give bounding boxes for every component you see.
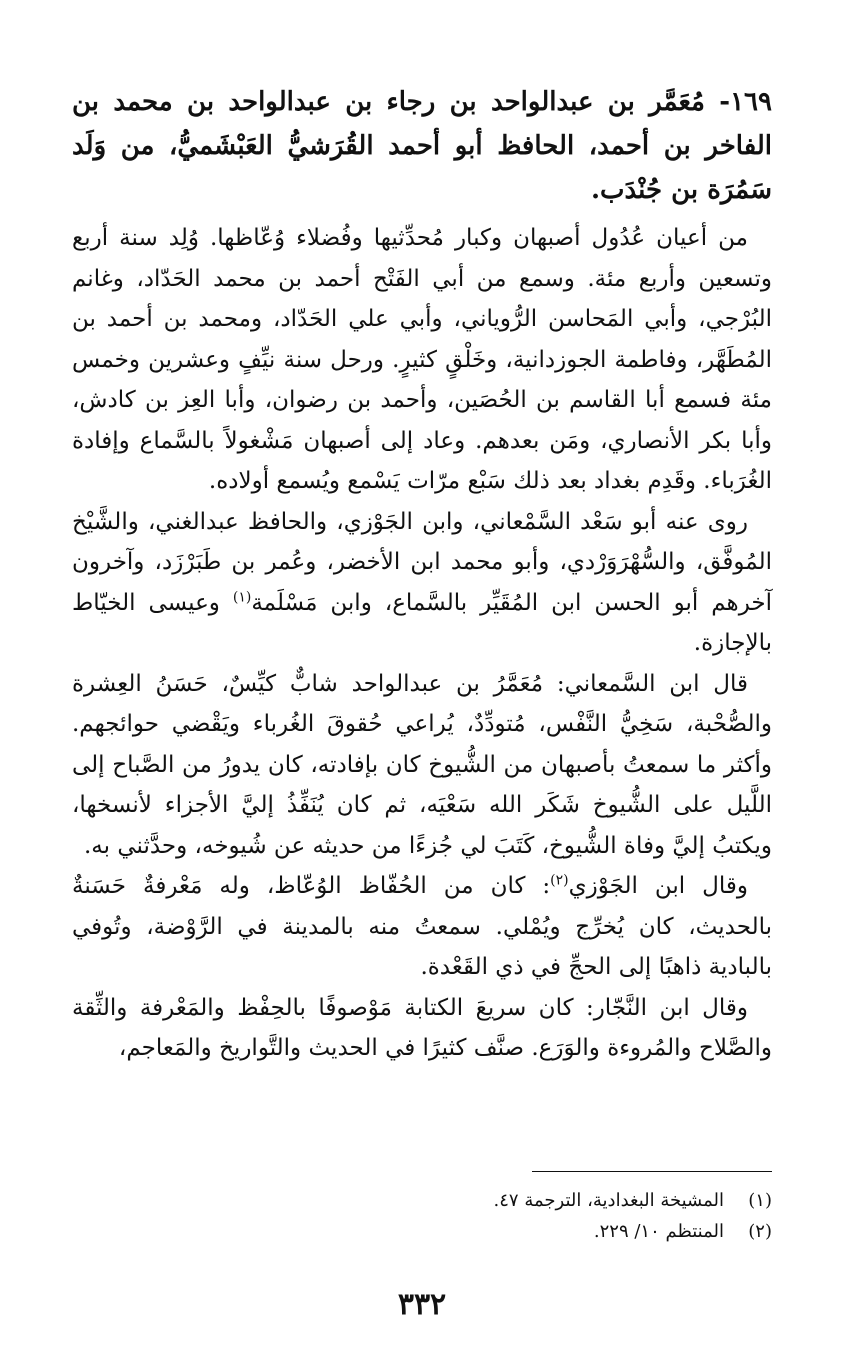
footnote-marker-2: (٢) [550,872,569,889]
footnote-number: (١) [748,1190,772,1211]
footnote-2 [72,1216,772,1247]
footnote-number: (٢) [748,1221,772,1242]
footnotes [72,1185,772,1247]
najjar-quote-paragraph: وقال ابن النَّجّار: كان سريعَ الكتابة مَوْصوفًا بالحِفْظ والمَعْرفة والثِّقة والصَّلاح والمُروءة والوَرَع. صنَّف كثيرًا في الحديث والتَّواريخ والمَعاجم، [72,994,772,1061]
footnote-separator [532,1171,772,1172]
jawzi-quote-start: وقال ابن الجَوْزي [568,873,748,899]
entry-number: ١٦٩- [719,87,772,117]
footnote-text: المشيخة البغدادية، الترجمة ٤٧. [493,1190,724,1211]
samani-quote-paragraph: قال ابن السَّمعاني: مُعَمَّرُ بن عبدالواحد شابٌّ كيِّسٌ، حَسَنُ العِشرة والصُّحْبة، سَخِيُّ النَّفْس، مُتودِّدٌ، يُراعي حُقوقَ الغُرباء ويَقْضي حوائجهم. وأكثر ما سمعتُ بأصبهان من الشُّيوخ كان بإفادته، كان يدورُ من الصَّباح إلى اللَّيل على الشُّيوخ شَكَر الله سَعْيَه، ثم كان يُنَفِّذُ إليَّ الأجزاء لأنسخها، ويكتبُ إليَّ وفاة الشُّيوخ، كَتَبَ لي جُزءًا من حديثه عن شُيوخه، وحدَّثني به. [72,670,772,859]
narrators-text-end: وعيسى الخيّاط بالإجازة. [72,589,772,656]
page-number: ٣٣٢ [397,1287,447,1322]
entry-heading [72,80,772,212]
biography-paragraph: من أعيان عُدُول أصبهان وكبار مُحدِّثيها وفُضلاء وُعّاظها. وُلِد سنة أربع وتسعين وأربع مئة. وسمع من أبي الفَتْح أحمد بن محمد الحَدّاد، وغانم البُرْجي، وأبي المَحاسن الرُّوياني، وأبي علي الحَدّاد، ومحمد بن أحمد بن المُطَهَّر، وفاطمة الجوزدانية، وخَلْقٍ كثيرٍ. ورحل سنة نيِّفٍ وعشرين وخمس مئة فسمع أبا القاسم بن الحُصَين، وأحمد بن رضوان، وأبا العِز بن كادش، وأبا بكر الأنصاري، ومَن بعدهم. وعاد إلى أصبهان مَشْغولاً بالسَّماع وإفادة الغُرَباء. وقَدِم بغداد بعد ذلك سَبْع مرّات يَسْمع ويُسمع أولاده. [72,225,772,494]
book-page [72,80,772,1320]
jawzi-quote-text: : كان من الحُفّاظ الوُعّاظ، وله مَعْرفةٌ حَسَنةٌ بالحديث، كان يُخرِّج ويُمْلي. سمعتُ منه بالمدينة في الرَّوْضة، وتُوفي بالبادية ذاهبًا إلى الحجِّ في ذي القَعْدة. [72,873,772,980]
narrators-paragraph [72,502,772,664]
narrators-text: روى عنه أبو سَعْد السَّمْعاني، وابن الجَوْزي، والحافظ عبدالغني، والشَّيْخ المُوفَّق، والسُّهْرَوَرْدي، وأبو محمد ابن الأخضر، وعُمر بن طَبَرْزَد، وآخرون آخرهم أبو الحسن ابن المُقَيِّر بالسَّماع، وابن مَسْلَمة [72,508,772,616]
footnote-marker-1: (١) [232,588,252,605]
footnote-1 [72,1185,772,1216]
jawzi-quote-paragraph [72,866,772,988]
entry-title: مُعَمَّر بن عبدالواحد بن رجاء بن عبدالواحد بن محمد بن الفاخر بن أحمد، الحافظ أبو أحمد القُرَشيُّ العَبْشَميُّ، من وَلَد سَمُرَة بن جُنْدَب. [72,87,772,205]
footnote-text: المنتظم ١٠/ ٢٢٩. [593,1221,724,1242]
